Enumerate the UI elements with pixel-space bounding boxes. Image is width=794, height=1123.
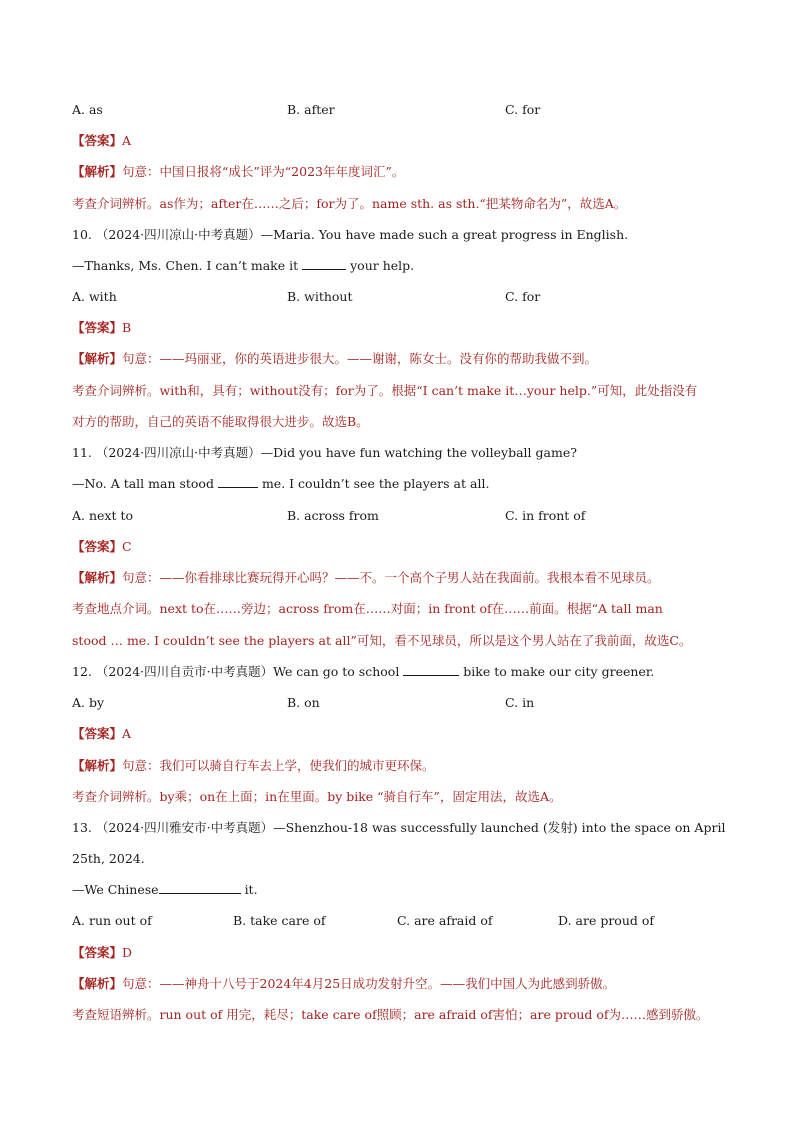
q10-stem-2b: your help. — [350, 258, 415, 273]
q10-analysis-3: 对方的帮助，自己的英语不能取得很大进步。故选B。 — [72, 414, 369, 429]
q9-answer — [72, 132, 131, 150]
q13-option-d[interactable]: D. are proud of — [558, 913, 655, 928]
q13-analysis-2: 考查短语辨析。run out of 用完，耗尽；take care of照顾；are afraid of害怕；are proud of为……感到骄傲。 — [72, 1007, 709, 1022]
q11-analysis-1 — [72, 569, 660, 587]
q11-stem-1: 11. （2024·四川凉山·中考真题）—Did you have fun watching the volleyball game? — [72, 445, 577, 460]
q12-option-b[interactable]: B. on — [287, 695, 320, 710]
q10-analysis-2: 考查介词辨析。with和，具有；without没有；for为了。根据“I can’t make it…your help.”可知，此处指没有 — [72, 383, 698, 398]
analysis-tag: 【解析】 — [72, 570, 123, 585]
q12-answer — [72, 725, 131, 743]
q11-option-c[interactable]: C. in front of — [505, 508, 586, 523]
answer-tag: 【答案】 — [72, 320, 123, 335]
q10-option-a[interactable]: A. with — [72, 289, 117, 304]
q13-stem-1: 13. （2024·四川雅安市·中考真题）—Shenzhou-18 was successfully launched (发射) into the space on April — [72, 820, 726, 835]
analysis-text: 句意：——神舟十八号于2024年4月25日成功发射升空。——我们中国人为此感到骄傲。 — [122, 976, 616, 991]
q12-stem-a: 12. （2024·四川自贡市·中考真题）We can go to school — [72, 664, 400, 679]
q13-option-a[interactable]: A. run out of — [72, 913, 152, 928]
answer-value: C — [122, 539, 132, 554]
q10-stem-1: 10. （2024·四川凉山·中考真题）—Maria. You have made such a great progress in English. — [72, 227, 629, 242]
q10-blank — [302, 257, 346, 270]
q9-analysis-2: 考查介词辨析。as作为；after在……之后；for为了。name sth. as sth.“把某物命名为”，故选A。 — [72, 196, 627, 211]
q10-analysis-1 — [72, 350, 597, 368]
q11-blank — [218, 475, 258, 488]
answer-tag: 【答案】 — [72, 539, 123, 554]
answer-value: A — [122, 133, 132, 148]
q12-stem-b: bike to make our city greener. — [463, 664, 655, 679]
q9-option-b[interactable]: B. after — [287, 102, 335, 117]
analysis-tag: 【解析】 — [72, 164, 123, 179]
q12-option-c[interactable]: C. in — [505, 695, 535, 710]
answer-tag: 【答案】 — [72, 133, 123, 148]
q13-blank — [159, 881, 241, 894]
answer-tag: 【答案】 — [72, 945, 123, 960]
answer-value: D — [122, 945, 133, 960]
answer-tag: 【答案】 — [72, 726, 123, 741]
q9-option-a[interactable]: A. as — [72, 102, 103, 117]
q13-option-b[interactable]: B. take care of — [233, 913, 326, 928]
q12-analysis-2: 考查介词辨析。by乘；on在上面；in在里面。by bike “骑自行车”，固定用法，故选A。 — [72, 789, 562, 804]
analysis-text: 句意：——你看排球比赛玩得开心吗？——不。一个高个子男人站在我面前。我根本看不见球员。 — [122, 570, 660, 585]
analysis-text: 句意：——玛丽亚，你的英语进步很大。——谢谢，陈女士。没有你的帮助我做不到。 — [122, 351, 598, 366]
analysis-text: 句意：中国日报将“成长”评为“2023年年度词汇”。 — [122, 164, 405, 179]
analysis-text: 句意：我们可以骑自行车去上学，使我们的城市更环保。 — [122, 758, 435, 773]
q9-option-c[interactable]: C. for — [505, 102, 541, 117]
answer-value: A — [122, 726, 132, 741]
q13-stem-3b: it. — [244, 882, 258, 897]
q13-stem-3a: —We Chinese — [72, 882, 159, 897]
q12-blank — [403, 663, 459, 676]
q10-option-b[interactable]: B. without — [287, 289, 353, 304]
q12-stem — [72, 663, 654, 681]
q13-option-c[interactable]: C. are afraid of — [397, 913, 493, 928]
analysis-tag: 【解析】 — [72, 351, 123, 366]
q11-stem-2 — [72, 475, 489, 493]
q11-option-a[interactable]: A. next to — [72, 508, 134, 523]
q12-option-a[interactable]: A. by — [72, 695, 105, 710]
analysis-tag: 【解析】 — [72, 976, 123, 991]
q11-analysis-3: stood … me. I couldn’t see the players at all”可知，看不见球员，所以是这个男人站在了我前面，故选C。 — [72, 633, 692, 648]
q11-analysis-2: 考查地点介词。next to在……旁边；across from在……对面；in front of在……前面。根据“A tall man — [72, 601, 663, 616]
q13-stem-3 — [72, 881, 258, 899]
q11-stem-2a: —No. A tall man stood — [72, 476, 214, 491]
q10-stem-2 — [72, 257, 414, 275]
q13-stem-2: 25th, 2024. — [72, 851, 145, 866]
q11-stem-2b: me. I couldn’t see the players at all. — [261, 476, 490, 491]
q12-analysis-1 — [72, 757, 435, 775]
q11-answer — [72, 538, 132, 556]
q11-option-b[interactable]: B. across from — [287, 508, 379, 523]
analysis-tag: 【解析】 — [72, 758, 123, 773]
q10-answer — [72, 319, 131, 337]
q13-analysis-1 — [72, 975, 615, 993]
q13-answer — [72, 944, 132, 962]
q10-option-c[interactable]: C. for — [505, 289, 541, 304]
q9-analysis-1 — [72, 163, 404, 181]
q10-stem-2a: —Thanks, Ms. Chen. I can’t make it — [72, 258, 299, 273]
answer-value: B — [122, 320, 132, 335]
